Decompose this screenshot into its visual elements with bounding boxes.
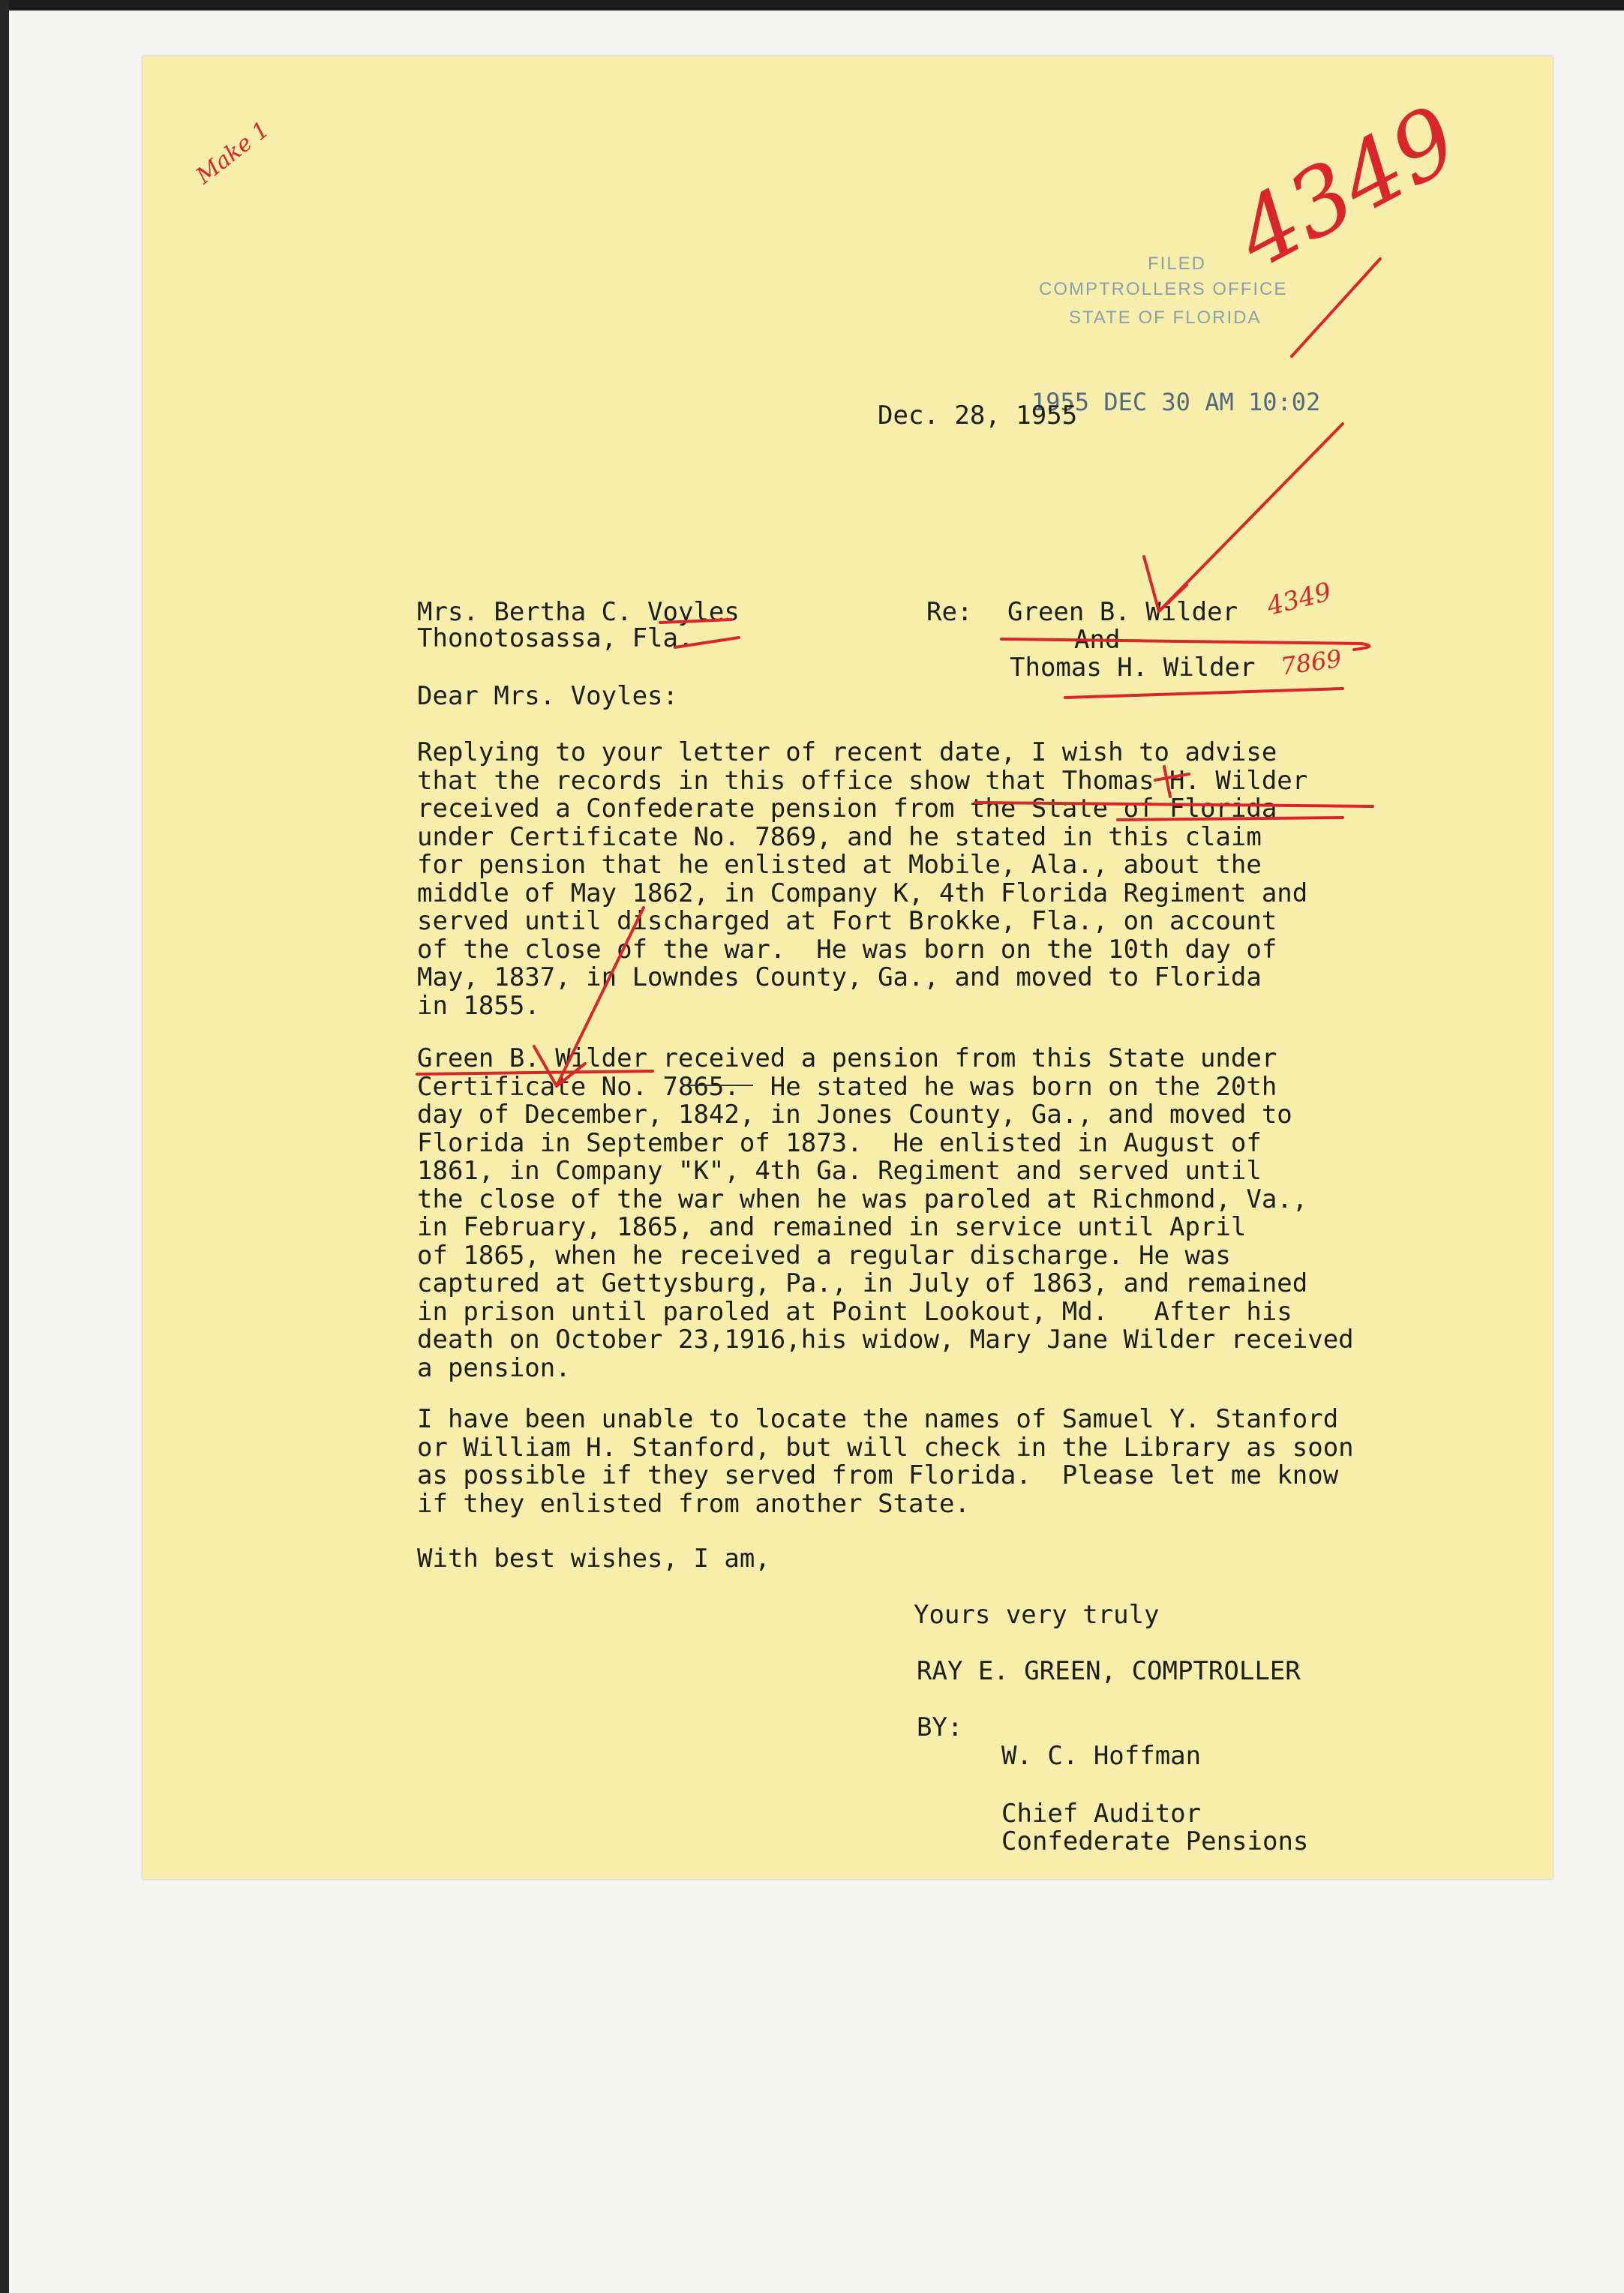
stamp-office: COMPTROLLERS OFFICE — [1039, 279, 1288, 299]
signer-title-1: Chief Auditor — [1001, 1799, 1202, 1829]
re-line-1: Green B. Wilder — [1007, 597, 1238, 627]
scan-top-edge — [0, 0, 1624, 11]
recipient-name: Mrs. Bertha C. Voyles — [417, 597, 740, 627]
closing-wish: With best wishes, I am, — [417, 1544, 770, 1574]
handwritten-re-number-2: 7869 — [1279, 644, 1343, 681]
scan-left-edge — [0, 0, 9, 2293]
handwritten-re-number-1: 4349 — [1264, 577, 1334, 622]
by-label: BY: — [917, 1712, 963, 1742]
stamp-filed: FILED — [1148, 254, 1207, 274]
signer-office: RAY E. GREEN, COMPTROLLER — [917, 1656, 1301, 1686]
stamp-datetime: 1955 DEC 30 AM 10:02 — [1031, 388, 1321, 416]
handwritten-file-number: 4349 — [1219, 86, 1475, 290]
signer-name: W. C. Hoffman — [1001, 1741, 1202, 1771]
re-line-2: And — [1074, 625, 1121, 655]
re-label: Re: — [926, 597, 973, 627]
letter-date: Dec. 28, 1955 — [878, 401, 1078, 431]
paragraph-2: Green B. Wilder received a pension from this State under Certificate No. 7865. He stated he was born on the 20th day of December, 1842, in Jones County, Ga., and moved to Florida in September of 1873. He enlisted in August of 1861, in Company "K", 4th Ga. Regiment and served until the close of the war when he was paroled at Richmond, Va., in February, 1865, and remained in service until April of 1865, when he received a regular discharge. He was captured at Gettysburg, Pa., in July of 1863, and remained in prison until paroled at Point Lookout, Md. After his death on October 23,1916,his widow, Mary Jane Wilder received a pension. — [417, 1043, 1354, 1383]
closing: Yours very truly — [914, 1600, 1160, 1630]
stamp-state: STATE OF FLORIDA — [1069, 308, 1262, 328]
handwritten-note: Make 1 — [191, 116, 275, 190]
signer-title-2: Confederate Pensions — [1001, 1826, 1309, 1856]
re-line-3: Thomas H. Wilder — [1010, 653, 1256, 683]
salutation: Dear Mrs. Voyles: — [417, 681, 678, 711]
paragraph-3: I have been unable to locate the names of Samuel Y. Stanford or William H. Stanford, but will check in the Library as soon as possible if they served from Florida. Please let me know if they enlisted from another State. — [417, 1404, 1354, 1519]
paragraph-1: Replying to your letter of recent date, I wish to advise that the records in this office show that Thomas H. Wilder received a Confederate pension from the State of Florida under Certificate No. 7869, and he stated in this claim for pension that he enlisted at Mobile, Ala., about the middle of May 1862, in Company K, 4th Florida Regiment and served until discharged at Fort Brokke, Fla., on account of the close of the war. He was born on the 10th day of May, 1837, in Lowndes County, Ga., and moved to Florida in 1855. — [417, 737, 1308, 1021]
recipient-city: Thonotosassa, Fla. — [417, 623, 694, 653]
